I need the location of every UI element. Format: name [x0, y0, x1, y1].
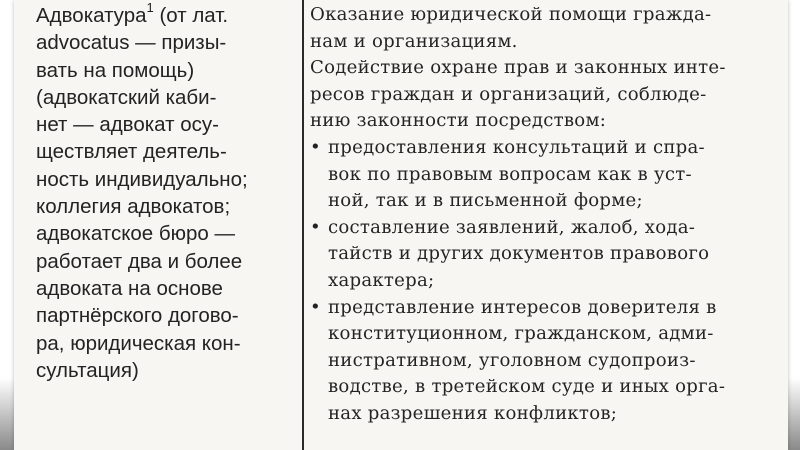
bullet-marker: •: [310, 136, 321, 158]
term-line: ра, юридическая кон-: [36, 331, 241, 355]
term-line: [36, 2, 298, 29]
term-line: адвоката на основе: [36, 276, 223, 300]
bullet-line: [310, 215, 800, 242]
column-divider: [302, 0, 304, 450]
bullet-line: нистративном, уголовном судопроиз-: [328, 349, 696, 371]
document-page: [14, 0, 788, 450]
bullet-item: [310, 215, 800, 295]
bullet-line: тайств и других документов правового: [328, 243, 710, 265]
bullet-marker: •: [310, 296, 321, 318]
description-line: Содействие охране прав и законных инте-: [310, 57, 726, 79]
term-line: адвокатское бюро —: [36, 222, 236, 246]
bullet-line: водстве, в третейском суде и иных орга-: [328, 376, 726, 398]
bullet-line: [310, 295, 800, 322]
term-line: ществляет деятель-: [36, 140, 227, 164]
bullet-line: характера;: [328, 269, 435, 291]
term-line: коллегия адвокатов;: [36, 195, 231, 219]
right-column-description: [310, 2, 800, 428]
bullet-text: предоставления консультаций и спра-: [328, 136, 705, 158]
description-line: нию законности посредством:: [310, 110, 607, 132]
term-line: вать на помощь): [36, 58, 195, 82]
bullet-line: ной, так и в письменной форме;: [328, 190, 643, 212]
bullet-line: вок по правовым вопросам как в уст-: [328, 163, 692, 185]
description-line: ресов граждан и организаций, соблюде-: [310, 83, 707, 105]
description-line: нам и организациям.: [310, 30, 518, 52]
bullet-item: [310, 135, 800, 215]
term-text: (от лат.: [159, 4, 229, 27]
bullet-item: [310, 295, 800, 428]
left-column-term: [36, 2, 298, 384]
footnote-mark: 1: [146, 0, 154, 16]
term-line: нет — адвокат осу-: [36, 113, 219, 137]
term-line: сультация): [36, 358, 139, 382]
bullet-marker: •: [310, 216, 321, 238]
description-line: Оказание юридической помощи гражда-: [310, 4, 712, 25]
term-title: Адвокатура: [36, 4, 147, 27]
bullet-line: конституционном, гражданском, адми-: [328, 323, 714, 345]
bullet-text: составление заявлений, жалоб, хода-: [328, 216, 696, 238]
bullet-line: [310, 135, 800, 162]
bullet-line: нах разрешения конфликтов;: [328, 402, 618, 424]
term-line: advocatus — призы-: [36, 31, 227, 55]
bullet-text: представление интересов доверителя в: [328, 296, 717, 318]
term-line: партнёрского догово-: [36, 304, 239, 328]
term-line: ность индивидуально;: [36, 167, 248, 191]
term-line: (адвокатский каби-: [36, 85, 217, 109]
term-line: работает два и более: [36, 249, 243, 273]
